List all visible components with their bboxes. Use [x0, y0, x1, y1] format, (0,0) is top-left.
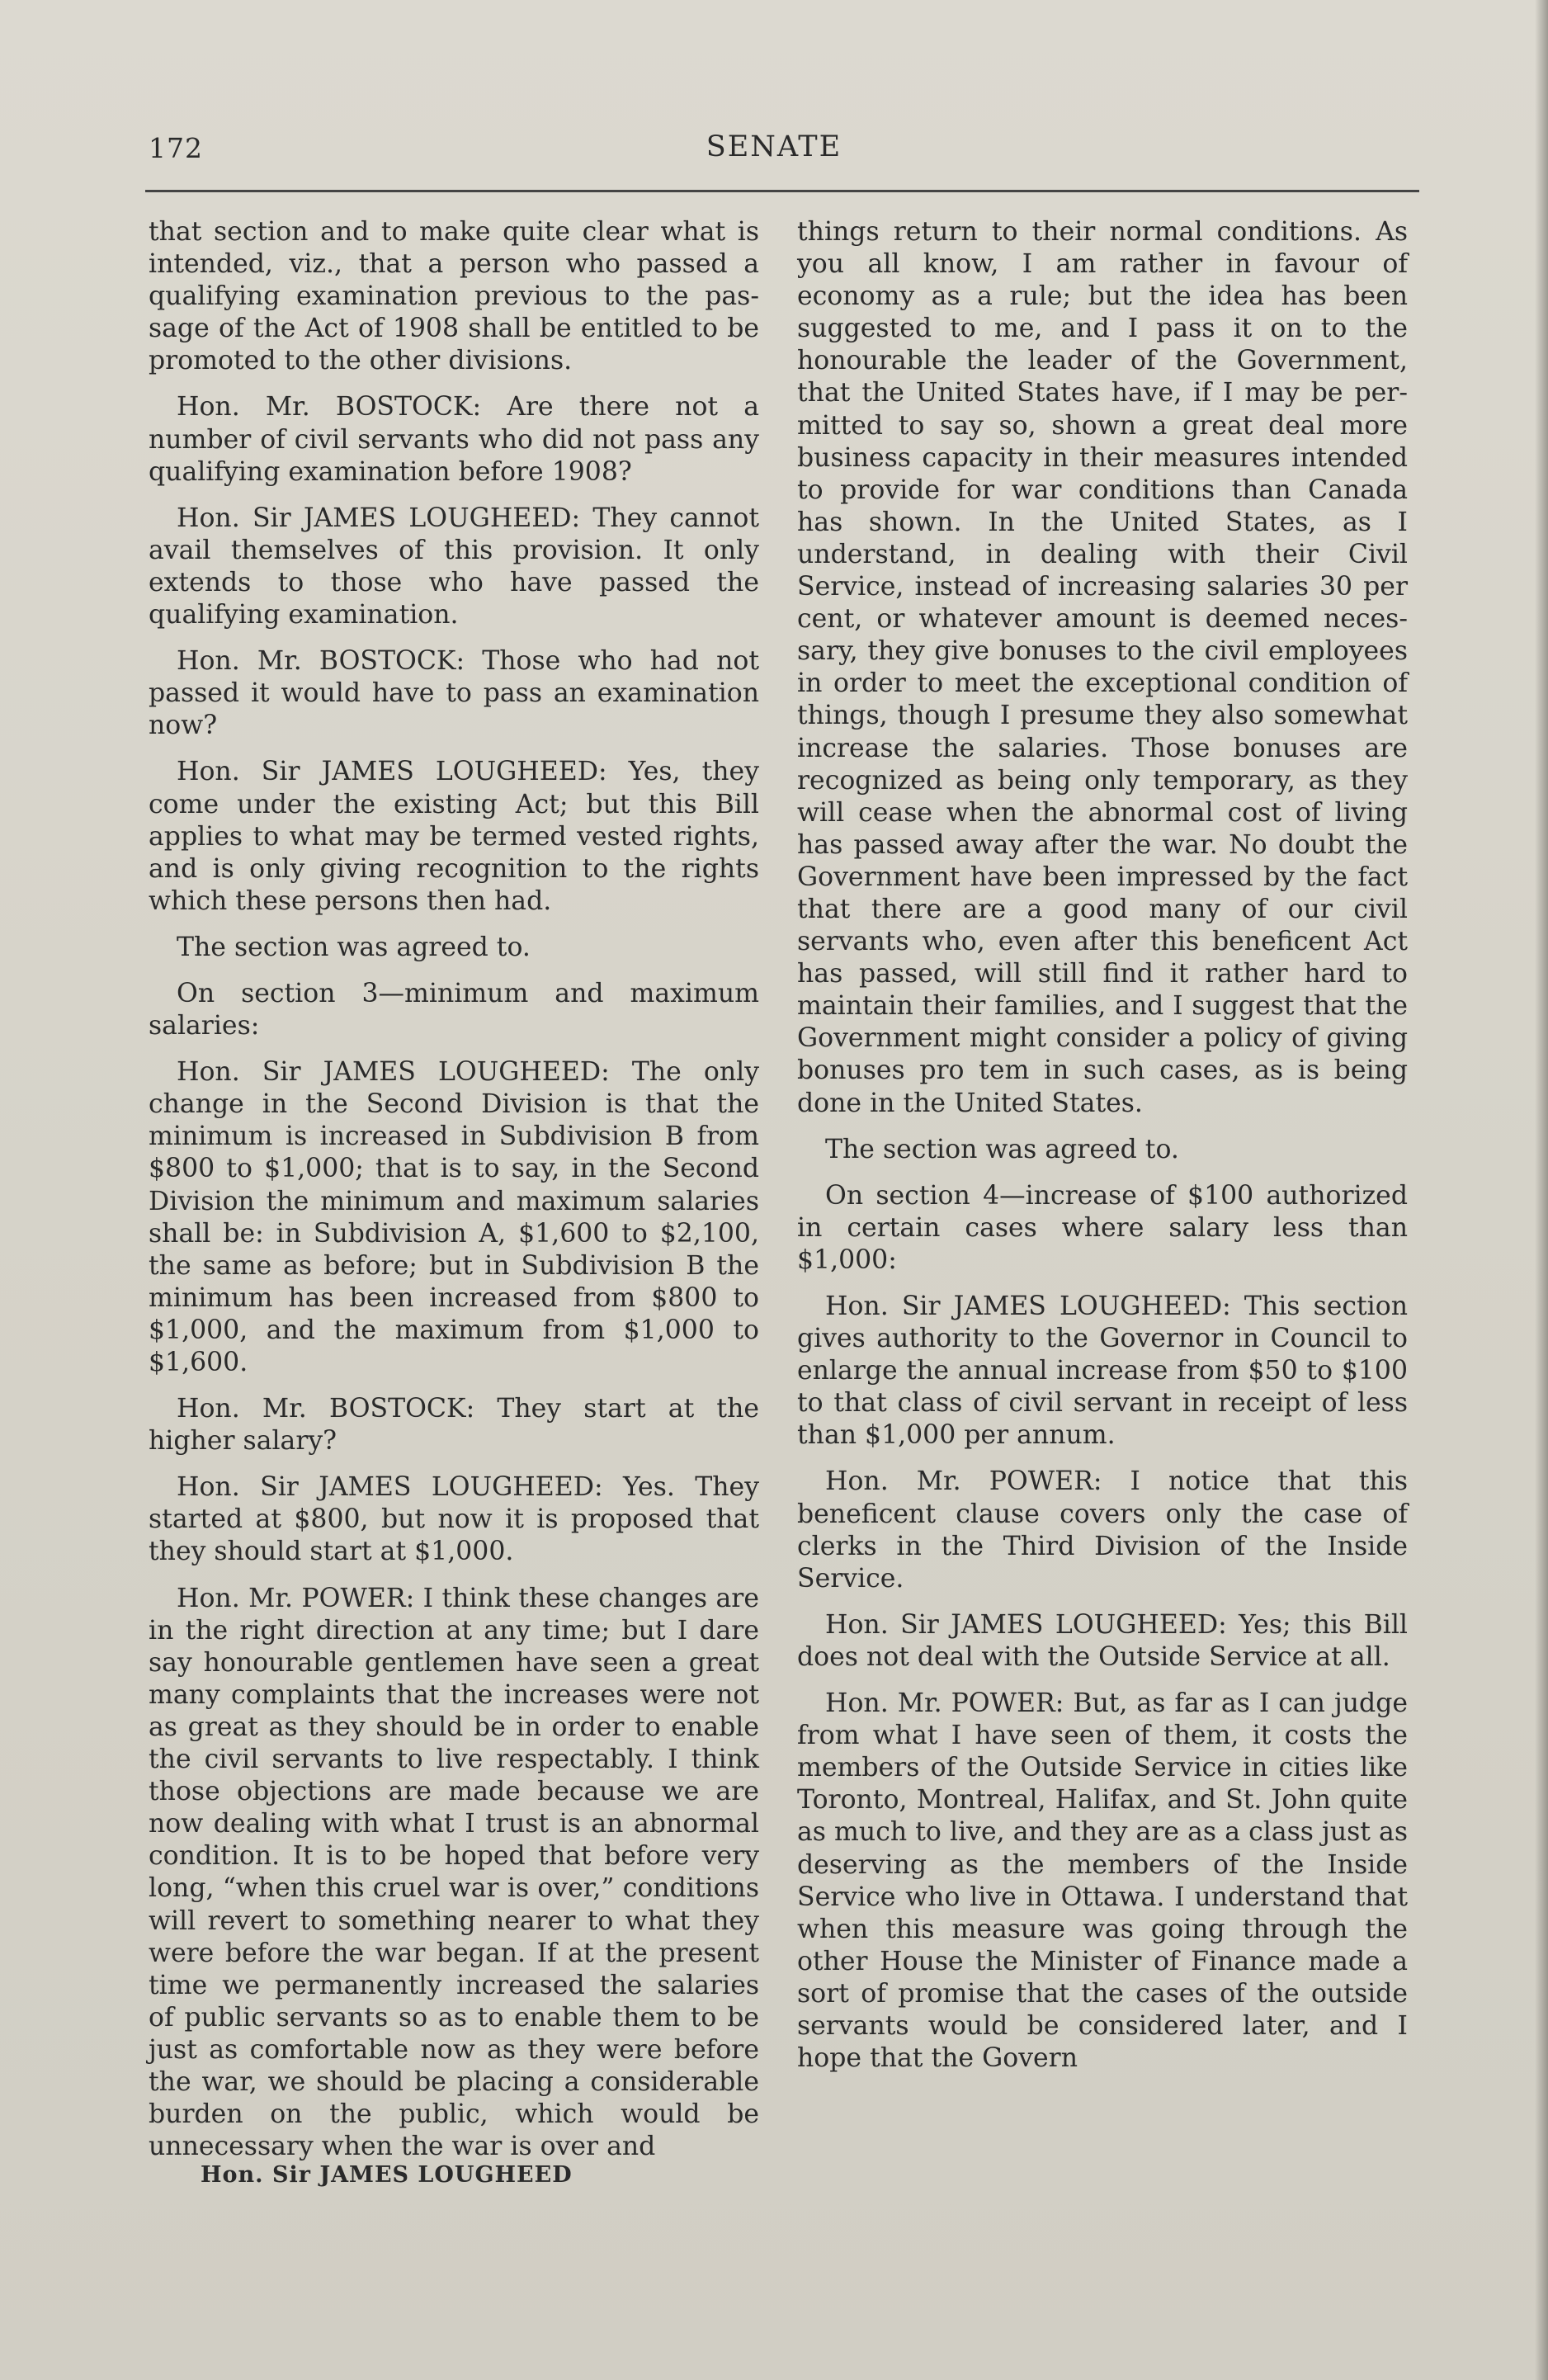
paragraph: Hon. Mr. BOSTOCK: Those who had not passed it would have to pass an examination now?: [149, 646, 759, 741]
paragraph: Hon. Sir JAMES LOUGHEED: Yes. They started at $800, but now it is proposed that they should start at $1,000.: [149, 1472, 759, 1567]
header-rule: [145, 190, 1419, 192]
paragraph: Hon. Mr. BOSTOCK: Are there not a number of civil servants who did not pass any qualifying examination before 1908?: [149, 392, 759, 487]
paragraph: that section and to make quite clear what is intended, viz., that a person who passed a qualifying examination previous to the passage of the Act of 1908 shall be entitled to be promoted to the other divisions.: [149, 217, 759, 376]
paragraph: Hon. Sir JAMES LOUGHEED: They cannot avail themselves of this provision. It only extends to those who have passed the qualifying examination.: [149, 503, 759, 630]
paragraph: Hon. Mr. POWER: I notice that this beneficent clause covers only the case of clerks in the Third Division of the Inside Service.: [797, 1466, 1408, 1594]
paragraph: Hon. Sir JAMES LOUGHEED: Yes, they come under the existing Act; but this Bill applies to what may be termed vested rights, and is only giving recognition to the rights which these persons then had.: [149, 757, 759, 916]
left-column: [149, 216, 759, 2177]
paragraph: Hon. Sir JAMES LOUGHEED: This section gives authority to the Governor in Council to enlarge the annual increase from $50 to $100 to that class of civil servant in receipt of less than $1,000 per annum.: [797, 1292, 1408, 1451]
paragraph: Hon. Mr. POWER: But, as far as I can judge from what I have seen of them, it costs the members of the Outside Service in cities like Toronto, Montreal, Halifax, and St. John quite as much to live, and they are as a class just as deserving as the members of the Inside Service who live in Ottawa. I understand that when this measure was going through the other House the Minister of Finance made a sort of promise that the cases of the outside servants would be considered later, and I hope that the Govern: [797, 1688, 1408, 2074]
page-edge-shadow: [1535, 0, 1548, 2380]
paragraph: The section was agreed to.: [825, 1134, 1179, 1164]
paragraph: Hon. Mr. BOSTOCK: They start at the higher salary?: [149, 1394, 759, 1457]
right-column: [797, 216, 1408, 2089]
paragraph: Hon. Sir JAMES LOUGHEED: The only change in the Second Division is that the minimum is increased in Subdivision B from $800 to $1,000; that is to say, in the Second Division the minimum and maximum salaries shall be: in Subdivision A, $1,600 to $2,100, the same as before; but in Subdivision B the minimum has been increased from $800 to $1,000, and the maximum from $1,000 to $1,600.: [149, 1057, 759, 1377]
footer-speaker-name: Hon. Sir JAMES LOUGHEED: [201, 2162, 573, 2188]
page-number: 172: [149, 132, 203, 164]
paragraph: things return to their normal conditions. As you all know, I am rather in favour of economy as a rule; but the idea has been suggested to me, and I pass it on to the honourable the leader of the Government, that the United States have, if I may be permitted to say so, shown a great deal more business capacity in their measures intended to provide for war conditions than Canada has shown. In the United States, as I understand, in dealing with their Civil Service, instead of increasing salaries 30 per cent, or whatever amount is deemed necessary, they give bonuses to the civil employees in order to meet the exceptional condition of things, though I presume they also somewhat increase the salaries. Those bonuses are recognized as being only temporary, as they will cease when the abnormal cost of living has passed away after the war. No doubt the Government have been impressed by the fact that there are a good many of our civil servants who, even after this beneficent Act has passed, will still find it rather hard to maintain their families, and I suggest that the Government might consider a policy of giving bonuses pro tem in such cases, as is being done in the United States.: [797, 217, 1408, 1118]
paragraph: On section 4—increase of $100 authorized in certain cases where salary less than $1,000:: [797, 1180, 1408, 1275]
paragraph: The section was agreed to.: [177, 932, 531, 962]
paragraph: On section 3—minimum and maximum salaries:: [149, 978, 759, 1041]
paragraph: Hon. Sir JAMES LOUGHEED: Yes; this Bill does not deal with the Outside Service at all.: [797, 1609, 1408, 1672]
running-head: SENATE: [706, 130, 842, 163]
paragraph: Hon. Mr. POWER: I think these changes are in the right direction at any time; but I dare say honourable gentlemen have seen a great many complaints that the increases were not as great as they should be in order to enable the civil servants to live respectably. I think those objections are made because we are now dealing with what I trust is an abnormal condition. It is to be hoped that before very long, “when this cruel war is over,” conditions will revert to something nearer to what they were before the war began. If at the present time we permanently increased the salaries of public servants so as to enable them to be just as comfortable now as they were before the war, we should be placing a considerable burden on the public, which would be unnecessary when the war is over and: [149, 1583, 759, 2162]
